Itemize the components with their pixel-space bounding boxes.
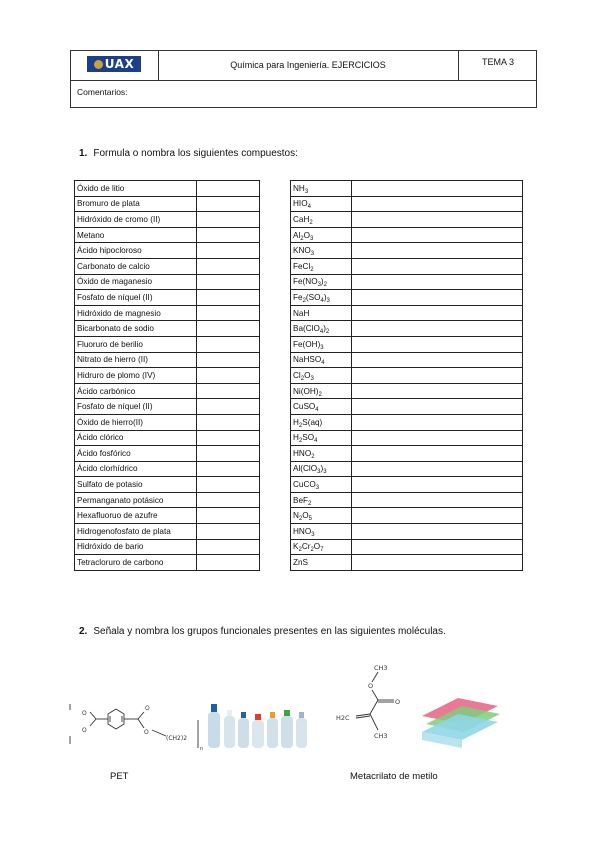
compound-formula: $Fe(NO_3)_2$ bbox=[291, 274, 352, 290]
compound-name: Metano bbox=[75, 227, 197, 243]
table-row bbox=[75, 258, 260, 274]
answer-cell[interactable] bbox=[352, 508, 523, 524]
table-row bbox=[291, 477, 523, 493]
compound-name: Hidróxido de cromo (II) bbox=[75, 212, 197, 228]
table-row bbox=[291, 446, 523, 462]
table-row bbox=[75, 181, 260, 197]
compound-formula: $Ni(OH)_2$ bbox=[291, 383, 352, 399]
compound-name: Hexafluoruo de azufre bbox=[75, 508, 197, 524]
answer-cell[interactable] bbox=[352, 243, 523, 259]
compound-formula: $HNO_2$ bbox=[291, 446, 352, 462]
table-row bbox=[291, 243, 523, 259]
answer-cell[interactable] bbox=[197, 227, 260, 243]
answer-cell[interactable] bbox=[197, 212, 260, 228]
compound-formula: $NH_3$ bbox=[291, 181, 352, 197]
table-row bbox=[291, 336, 523, 352]
pet-label: PET bbox=[110, 771, 129, 782]
table-row bbox=[75, 477, 260, 493]
header-row bbox=[71, 51, 536, 81]
compound-formula: $HIO_4$ bbox=[291, 196, 352, 212]
answer-cell[interactable] bbox=[197, 258, 260, 274]
table-row bbox=[75, 461, 260, 477]
table-row bbox=[75, 492, 260, 508]
table-row bbox=[75, 383, 260, 399]
table-row bbox=[291, 321, 523, 337]
answer-cell[interactable] bbox=[197, 290, 260, 306]
table-row bbox=[291, 368, 523, 384]
names-table bbox=[74, 180, 260, 571]
mma-o-1: O bbox=[368, 682, 374, 690]
compound-name: Tetracloruro de carbono bbox=[75, 555, 197, 571]
compound-name: Hidruro de plomo (IV) bbox=[75, 368, 197, 384]
question-2-text: Señala y nombra los grupos funcionales presentes en las siguientes moléculas. bbox=[93, 626, 446, 637]
question-1 bbox=[79, 148, 298, 159]
table-row bbox=[75, 321, 260, 337]
question-2 bbox=[79, 626, 446, 637]
pet-o-3: O bbox=[144, 729, 149, 736]
compound-formula: $H_2SO_4$ bbox=[291, 430, 352, 446]
compound-name: Ácido carbónico bbox=[75, 383, 197, 399]
compound-name: Fosfato de níquel (II) bbox=[75, 399, 197, 415]
pet-o-4: O bbox=[145, 705, 150, 712]
answer-cell[interactable] bbox=[352, 477, 523, 493]
compound-name: Óxido de hierro(II) bbox=[75, 414, 197, 430]
compound-name: Ácido hipocloroso bbox=[75, 243, 197, 259]
answer-cell[interactable] bbox=[197, 196, 260, 212]
question-2-number: 2. bbox=[79, 626, 88, 637]
mma-ch3-top: CH3 bbox=[374, 664, 388, 672]
pet-bottles-image bbox=[206, 700, 310, 750]
acrylic-sheets-image bbox=[418, 696, 502, 750]
table-row bbox=[291, 539, 523, 555]
compound-name: Hidróxido de magnesio bbox=[75, 305, 197, 321]
answer-cell[interactable] bbox=[197, 336, 260, 352]
compound-formula: FeCl$_2$ bbox=[291, 258, 352, 274]
compound-name: Óxido de maganesio bbox=[75, 274, 197, 290]
table-row bbox=[75, 414, 260, 430]
mma-label: Metacrilato de metilo bbox=[350, 771, 438, 782]
compound-name: Sulfato de potasio bbox=[75, 477, 197, 493]
compound-formula: $Al_2O_3$ bbox=[291, 227, 352, 243]
table-row bbox=[75, 290, 260, 306]
table-row bbox=[291, 461, 523, 477]
pet-chain: (CH2)2 bbox=[166, 735, 188, 742]
compound-formula: CaH$_2$ bbox=[291, 212, 352, 228]
compound-name: Nitrato de hierro (II) bbox=[75, 352, 197, 368]
answer-cell[interactable] bbox=[352, 555, 523, 571]
compound-name: Ácido fosfórico bbox=[75, 446, 197, 462]
answer-cell[interactable] bbox=[352, 212, 523, 228]
answer-cell[interactable] bbox=[352, 274, 523, 290]
table-row bbox=[75, 446, 260, 462]
compound-formula: NaHSO$_4$ bbox=[291, 352, 352, 368]
table-row bbox=[291, 274, 523, 290]
answer-cell[interactable] bbox=[352, 336, 523, 352]
table-row bbox=[291, 492, 523, 508]
mma-ch3-bottom: CH3 bbox=[374, 732, 388, 740]
compound-name: Ácido clórico bbox=[75, 430, 197, 446]
compound-formula: $Al(ClO_3)_3$ bbox=[291, 461, 352, 477]
table-row bbox=[291, 555, 523, 571]
table-row bbox=[75, 336, 260, 352]
table-row bbox=[75, 508, 260, 524]
table-row bbox=[75, 555, 260, 571]
comments-label: Comentarios: bbox=[77, 87, 128, 97]
answer-cell[interactable] bbox=[197, 524, 260, 540]
answer-cell[interactable] bbox=[352, 290, 523, 306]
question-1-text: Formula o nombra los siguientes compuestos: bbox=[93, 148, 298, 159]
table-row bbox=[75, 305, 260, 321]
document-title: Química para Ingeniería. EJERCICIOS bbox=[158, 51, 459, 80]
compound-formula: NaH bbox=[291, 305, 352, 321]
answer-cell[interactable] bbox=[352, 196, 523, 212]
table-row bbox=[75, 368, 260, 384]
table-row bbox=[75, 196, 260, 212]
compound-name: Bromuro de plata bbox=[75, 196, 197, 212]
table-row bbox=[291, 196, 523, 212]
table-row bbox=[291, 258, 523, 274]
compound-formula: CuSO$_4$ bbox=[291, 399, 352, 415]
answer-cell[interactable] bbox=[197, 477, 260, 493]
table-row bbox=[75, 539, 260, 555]
answer-cell[interactable] bbox=[352, 539, 523, 555]
answer-cell[interactable] bbox=[197, 399, 260, 415]
answer-cell[interactable] bbox=[197, 414, 260, 430]
answer-cell[interactable] bbox=[197, 243, 260, 259]
table-row bbox=[291, 383, 523, 399]
answer-cell[interactable] bbox=[197, 492, 260, 508]
answer-cell[interactable] bbox=[197, 181, 260, 197]
answer-cell[interactable] bbox=[197, 368, 260, 384]
pet-structure bbox=[66, 696, 206, 752]
table-row bbox=[75, 212, 260, 228]
compound-formula: $Fe(OH)_3$ bbox=[291, 336, 352, 352]
answer-cell[interactable] bbox=[197, 274, 260, 290]
answer-cell[interactable] bbox=[197, 555, 260, 571]
answer-cell[interactable] bbox=[352, 181, 523, 197]
compound-name: Ácido clorhídrico bbox=[75, 461, 197, 477]
compound-name: Bicarbonato de sodio bbox=[75, 321, 197, 337]
compound-formula: $H_2S(aq)$ bbox=[291, 414, 352, 430]
question-1-number: 1. bbox=[79, 148, 88, 159]
table-row bbox=[75, 243, 260, 259]
answer-cell[interactable] bbox=[197, 383, 260, 399]
logo-text: UAX bbox=[104, 57, 135, 71]
answer-cell[interactable] bbox=[197, 539, 260, 555]
answer-cell[interactable] bbox=[352, 430, 523, 446]
logo-cell bbox=[71, 51, 159, 80]
pet-o-1: O bbox=[82, 710, 87, 717]
answer-cell[interactable] bbox=[352, 321, 523, 337]
compound-name: Fosfato de níquel (II) bbox=[75, 290, 197, 306]
table-row bbox=[291, 290, 523, 306]
pet-o-2: O bbox=[82, 727, 87, 734]
mma-o-2: O bbox=[395, 698, 401, 706]
header-table bbox=[70, 50, 537, 108]
answer-cell[interactable] bbox=[352, 414, 523, 430]
table-row bbox=[75, 399, 260, 415]
answer-cell[interactable] bbox=[197, 461, 260, 477]
uax-logo bbox=[87, 56, 141, 72]
compound-formula: CuCO$_3$ bbox=[291, 477, 352, 493]
answer-cell[interactable] bbox=[197, 305, 260, 321]
answer-cell[interactable] bbox=[197, 321, 260, 337]
compound-name: Carbonato de calcio bbox=[75, 258, 197, 274]
mma-h2c: H2C bbox=[336, 714, 350, 722]
answer-cell[interactable] bbox=[352, 461, 523, 477]
compound-formula: $Cl_2O_3$ bbox=[291, 368, 352, 384]
answer-cell[interactable] bbox=[352, 383, 523, 399]
compound-name: Hidróxido de bario bbox=[75, 539, 197, 555]
answer-cell[interactable] bbox=[197, 446, 260, 462]
table-row bbox=[291, 414, 523, 430]
answer-cell[interactable] bbox=[197, 352, 260, 368]
pet-subscript: n bbox=[200, 746, 204, 752]
compound-formula: $Ba(ClO_4)_2$ bbox=[291, 321, 352, 337]
table-row bbox=[291, 508, 523, 524]
compound-formula: BeF$_2$ bbox=[291, 492, 352, 508]
compound-name: Óxido de litio bbox=[75, 181, 197, 197]
table-row bbox=[291, 181, 523, 197]
answer-cell[interactable] bbox=[352, 352, 523, 368]
mma-structure bbox=[330, 658, 410, 744]
formulas-table bbox=[290, 180, 523, 571]
compound-formula: $HNO_3$ bbox=[291, 524, 352, 540]
answer-cell[interactable] bbox=[352, 227, 523, 243]
table-row bbox=[75, 352, 260, 368]
table-row bbox=[291, 305, 523, 321]
answer-cell[interactable] bbox=[352, 524, 523, 540]
answer-cell[interactable] bbox=[197, 430, 260, 446]
compound-formula: ZnS bbox=[291, 555, 352, 571]
table-row bbox=[291, 212, 523, 228]
answer-cell[interactable] bbox=[197, 508, 260, 524]
table-row bbox=[291, 524, 523, 540]
table-row bbox=[291, 227, 523, 243]
compound-formula: $K_2Cr_2O_7$ bbox=[291, 539, 352, 555]
tema-label: TEMA 3 bbox=[481, 57, 514, 67]
answer-cell[interactable] bbox=[352, 446, 523, 462]
table-row bbox=[75, 227, 260, 243]
table-row bbox=[291, 399, 523, 415]
compound-formula: $N_2O_5$ bbox=[291, 508, 352, 524]
seal-icon bbox=[94, 60, 103, 69]
answer-cell[interactable] bbox=[352, 492, 523, 508]
compound-name: Permanganato potásico bbox=[75, 492, 197, 508]
compound-name: Fluoruro de berilio bbox=[75, 336, 197, 352]
table-row bbox=[291, 352, 523, 368]
compound-formula: $Fe_2(SO_4)_3$ bbox=[291, 290, 352, 306]
compound-name: Hidrogenofosfato de plata bbox=[75, 524, 197, 540]
compound-formula: $KNO_3$ bbox=[291, 243, 352, 259]
answer-cell[interactable] bbox=[352, 368, 523, 384]
table-row bbox=[75, 430, 260, 446]
table-row bbox=[291, 430, 523, 446]
answer-cell[interactable] bbox=[352, 258, 523, 274]
table-row bbox=[75, 524, 260, 540]
answer-cell[interactable] bbox=[352, 399, 523, 415]
answer-cell[interactable] bbox=[352, 305, 523, 321]
table-row bbox=[75, 274, 260, 290]
